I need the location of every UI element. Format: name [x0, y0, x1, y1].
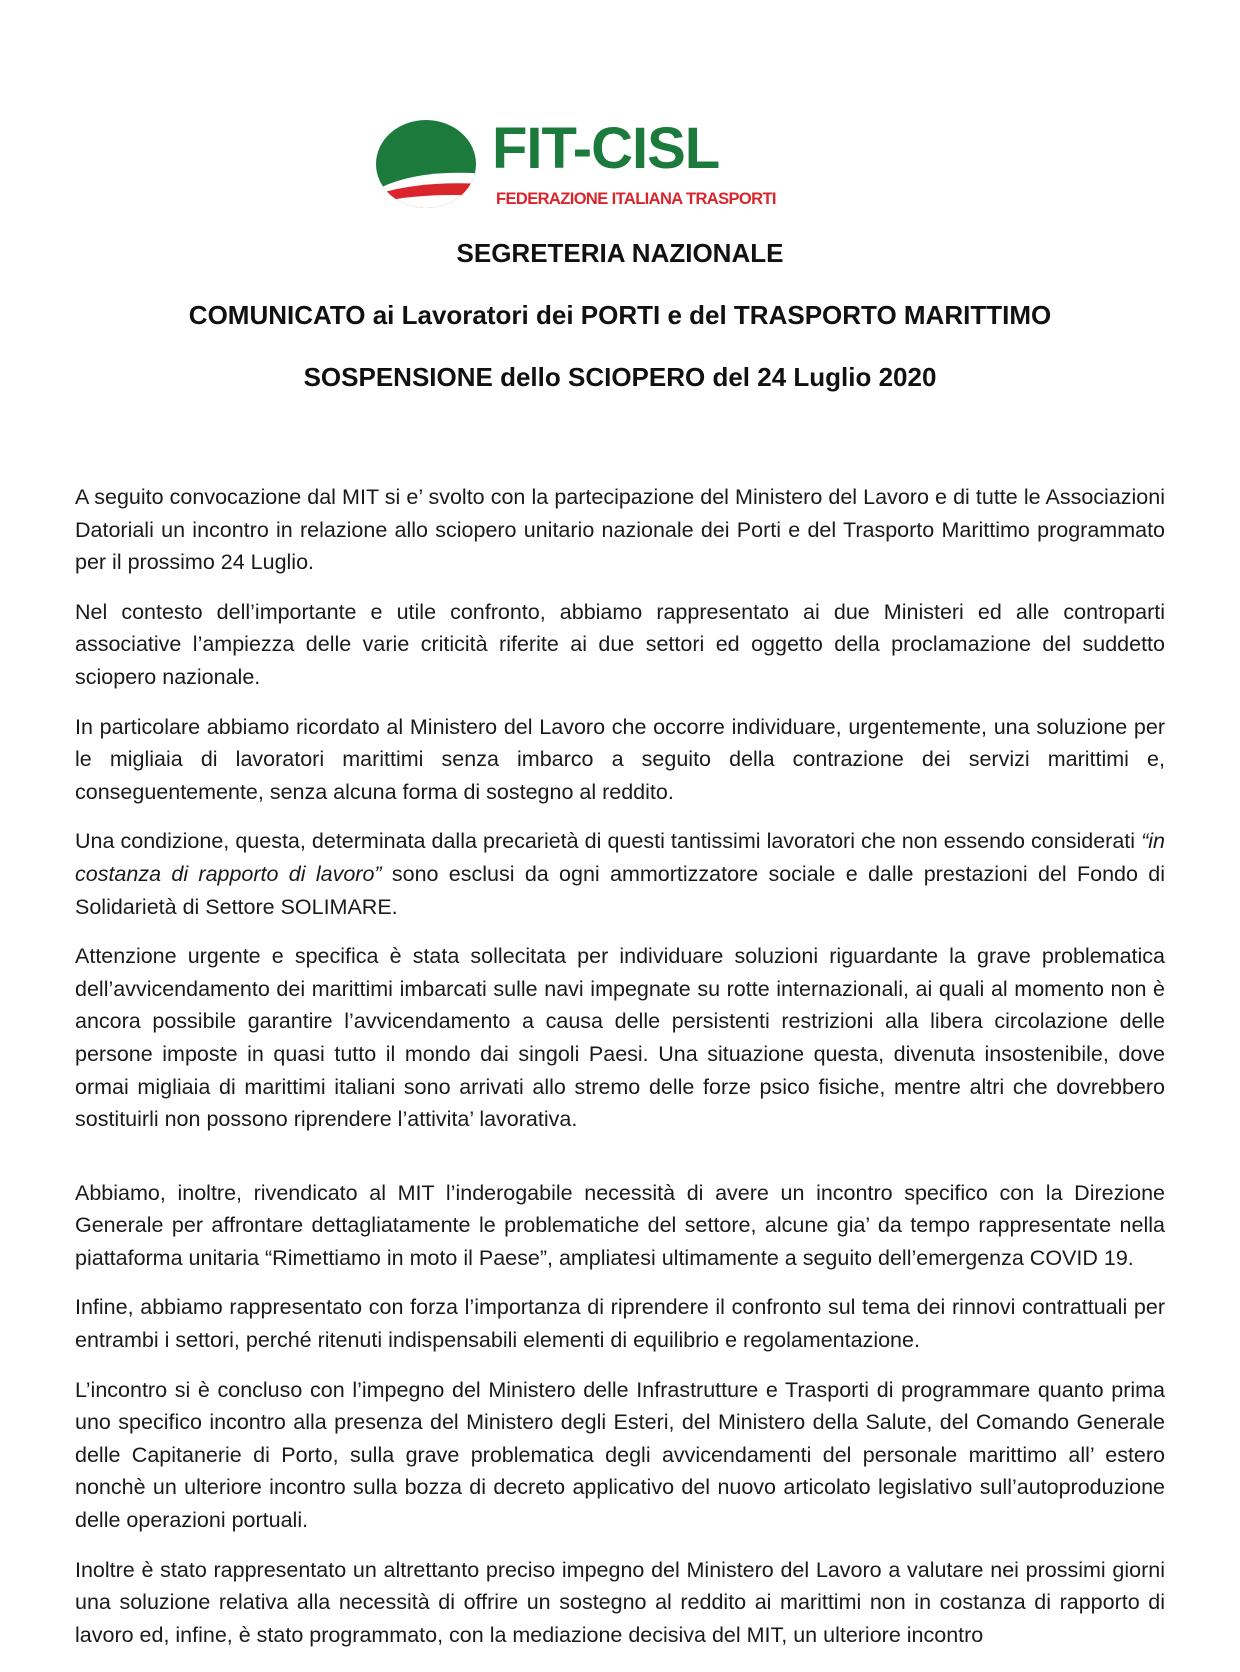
heading-comunicato: COMUNICATO ai Lavoratori dei PORTI e del TRASPORTO MARITTIMO: [188, 300, 1052, 330]
document-headings: [60, 240, 1180, 426]
logo-title: FIT-CISL: [492, 116, 720, 181]
paragraph-9: Inoltre è stato rappresentato un altrettanto preciso impegno del Ministero del Lavoro a valutare nei prossimi giorni una soluzione relativa alla necessità di offrire un sostegno al reddito ai marittimi non in costanza di rapporto di lavoro ed, infine, è stato programmato, con la mediazione decisiva del MIT, un ulteriore incontro: [75, 1557, 1165, 1647]
paragraph-2: Nel contesto dell’importante e utile confronto, abbiamo rappresentato ai due Ministeri ed alle controparti associative l’ampiezza delle varie criticità riferite ai due settori ed oggetto della proclamazione del suddetto sciopero nazionale.: [75, 599, 1165, 689]
logo-subtitle: FEDERAZIONE ITALIANA TRASPORTI: [496, 190, 776, 208]
paragraph-3: In particolare abbiamo ricordato al Ministero del Lavoro che occorre individuare, urgentemente, una soluzione per le migliaia di lavoratori marittimi senza imbarco a seguito della contrazione dei servizi marittimi e, conseguentemente, senza alcuna forma di sostegno al reddito.: [75, 714, 1165, 804]
paragraph-4-text-b: sono esclusi da ogni ammortizzatore sociale e dalle prestazioni del Fondo di Solidarietà di Settore SOLIMARE.: [75, 861, 1165, 919]
paragraph-4-text-a: Una condizione, questa, determinata dalla precarietà di questi tantissimi lavoratori che non essendo considerati: [75, 829, 1142, 854]
fit-cisl-logo-icon: [374, 118, 484, 210]
fit-cisl-logo: [374, 118, 774, 218]
paragraph-1: A seguito convocazione dal MIT si e’ svolto con la partecipazione del Ministero del Lavoro e di tutte le Associazioni Datoriali un incontro in relazione allo sciopero unitario nazionale dei Porti e del Trasporto Marittimo programmato per il prossimo 24 Luglio.: [75, 485, 1165, 575]
paragraph-8: L’incontro si è concluso con l’impegno del Ministero delle Infrastrutture e Trasporti di programmare quanto prima uno specifico incontro alla presenza del Ministero degli Esteri, del Ministero della Salute, del Comando Generale delle Capitanerie di Porto, sulla grave problematica degli avvicendamenti del personale marittimo all’ estero nonchè un ulteriore incontro sulla bozza di decreto applicativo del nuovo articolato legislativo sull’autoproduzione delle operazioni portuali.: [75, 1377, 1165, 1533]
heading-segreteria: SEGRETERIA NAZIONALE: [456, 238, 784, 268]
paragraph-7: Infine, abbiamo rappresentato con forza l’importanza di riprendere il confronto sul tema dei rinnovi contrattuali per entrambi i settori, perché ritenuti indispensabili elementi di equilibrio e regolamentazione.: [75, 1295, 1165, 1353]
heading-sospensione: SOSPENSIONE dello SCIOPERO del 24 Luglio 2020: [303, 362, 937, 392]
paragraph-6: Abbiamo, inoltre, rivendicato al MIT l’inderogabile necessità di avere un incontro specifico con la Direzione Generale per affrontare dettagliatamente le problematiche del settore, alcune gia’ da tempo rappresentate nella piattaforma unitaria “Rimettiamo in moto il Paese”, ampliatesi ultimamente a seguito dell’emergenza COVID 19.: [75, 1180, 1165, 1270]
paragraph-4: [75, 825, 1165, 923]
paragraph-5: Attenzione urgente e specifica è stata sollecitata per individuare soluzioni riguardante la grave problematica dell’avvicendamento dei marittimi imbarcati sulle navi impegnate su rotte internazionali, ai quali al momento non è ancora possibile garantire l’avvicendamento a causa delle persistenti restrizioni alla libera circolazione delle persone imposte in quasi tutto il mondo dai singoli Paesi. Una situazione questa, divenuta insostenibile, dove ormai migliaia di marittimi italiani sono arrivati allo stremo delle forze psico fisiche, mentre altri che dovrebbero sostituirli non possono riprendere l’attivita’ lavorativa.: [75, 944, 1165, 1132]
paragraph-4-italic: “in costanza di rapporto di lavoro”: [75, 829, 1165, 886]
document-body: [75, 481, 1165, 1668]
